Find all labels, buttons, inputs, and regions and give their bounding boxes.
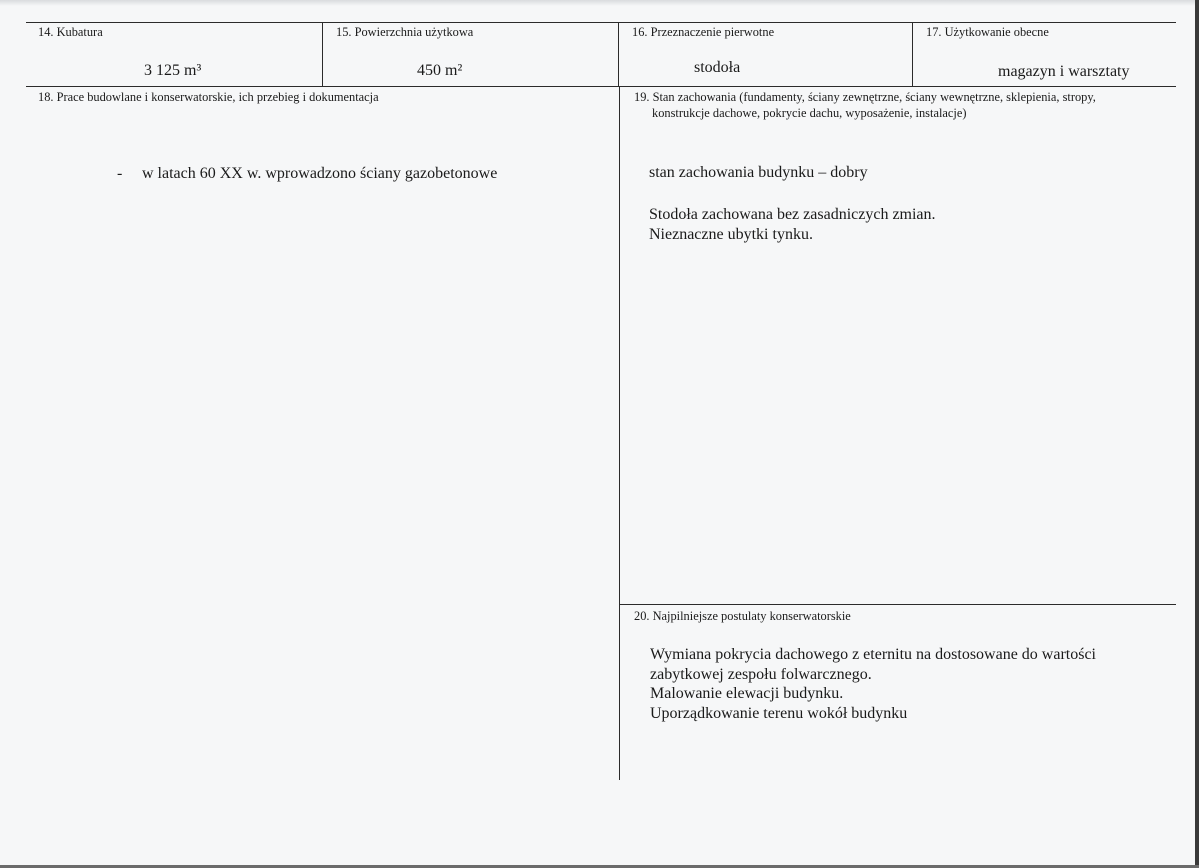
field-19-notes [649, 205, 936, 244]
field-17-value: magazyn i warsztaty [998, 63, 1130, 80]
field-20-line-3: Malowanie elewacji budynku. [650, 685, 844, 702]
divider-19-20 [619, 604, 1176, 605]
scan-top-shadow [0, 0, 1199, 6]
field-19-condition: stan zachowania budynku – dobry [649, 164, 868, 181]
field-18-bullet: - [117, 165, 123, 182]
field-20-line-4: Uporządkowanie terenu wokół budynku [650, 704, 908, 722]
scan-right-edge [1195, 0, 1199, 868]
divider-16-17 [912, 22, 913, 86]
field-19-label-line1: 19. Stan zachowania (fundamenty, ściany zewnętrzne, ściany wewnętrzne, sklepienia, stropy, [634, 90, 1096, 104]
divider-15-16 [618, 22, 619, 86]
field-20-line-2: zabytkowej zespołu folwarcznego. [650, 665, 872, 683]
main-column-divider [619, 86, 620, 780]
header-row-divider [26, 86, 1176, 87]
field-16-label: 16. Przeznaczenie pierwotne [632, 25, 775, 39]
top-border [26, 22, 1176, 23]
field-16-value: stodoła [694, 59, 741, 76]
field-20-line-1: Wymiana pokrycia dachowego z eternitu na dostosowane do wartości [650, 646, 1096, 663]
field-15-value: 450 m² [417, 62, 463, 79]
field-14-value: 3 125 m³ [144, 62, 202, 79]
field-15-label: 15. Powierzchnia użytkowa [336, 25, 474, 39]
divider-14-15 [322, 22, 323, 86]
field-17-label: 17. Użytkowanie obecne [926, 25, 1049, 39]
field-14-label: 14. Kubatura [38, 25, 103, 39]
field-20-postulates [650, 645, 1096, 723]
field-19-label-line2: konstrukcje dachowe, pokrycie dachu, wyposażenie, instalacje) [652, 106, 967, 120]
field-18-label: 18. Prace budowlane i konserwatorskie, ich przebieg i dokumentacja [38, 90, 379, 104]
field-19-note-2: Nieznaczne ubytki tynku. [649, 225, 813, 243]
field-18-item: w latach 60 XX w. wprowadzono ściany gazobetonowe [142, 165, 498, 182]
field-19-note-1: Stodoła zachowana bez zasadniczych zmian. [649, 206, 936, 223]
field-20-label: 20. Najpilniejsze postulaty konserwatorskie [634, 609, 851, 623]
